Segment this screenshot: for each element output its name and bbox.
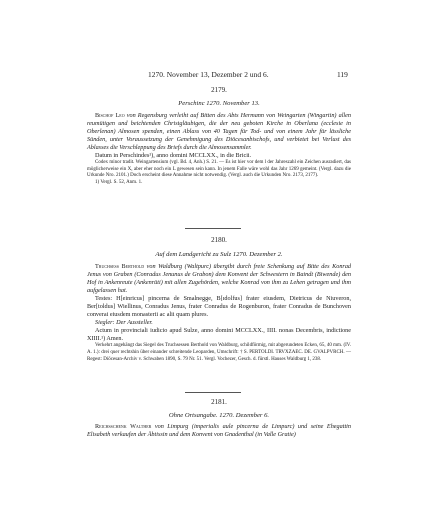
page-number: 119 — [337, 70, 348, 79]
entry-number: 2181. — [211, 398, 227, 406]
abstract-lead: Reichsschenk Walther — [95, 423, 152, 430]
running-header — [0, 70, 427, 80]
entry-subtitle: Auf dem Landgericht zu Sulz 1270. Dezember 2. — [155, 251, 283, 258]
entry-abstract — [87, 263, 351, 295]
entry-abstract — [87, 112, 351, 152]
testes-paragraph: Testes: H[einricus] pincerna de Smalnegge, B[ıdolfus] frater eiusdem, Dietricus de Niuveron, Ber[toldus] Wiellinus, Conradus Jenus, frater Conradus de Rogenburon, frater Conradus de Bunchoven converai eiusdem monasterii ac alii quam plures. — [87, 295, 351, 319]
section-divider — [185, 392, 241, 393]
abstract-text: von Limpurg (imperialis aule pincerna de Limpurc) und seine Ehegattin Elisabeth verkaufen der Äbtissin und dem Konvent von Gnadenthal (in Valle Gratie) — [87, 423, 351, 439]
abstract-lead: Truchsess Berthold — [95, 263, 145, 270]
entry-2181 — [87, 398, 351, 439]
entry-number: 2180. — [211, 236, 227, 244]
running-title: 1270. November 13, Dezember 2 und 6. — [148, 70, 269, 79]
siegler-line: Siegler: Der Aussteller. — [95, 319, 153, 327]
actum-paragraph: Actum in provinciali iudicio apud Sulze, anno domini MCCLXX., IIII. nonas Decembris, indictione XIIII.¹) Amen. — [87, 327, 351, 343]
entry-subtitle: Perschinc 1270. November 13. — [178, 100, 260, 107]
section-divider — [185, 228, 241, 229]
footnote-seal: Verkehrt angehängt das Siegel des Truchsessen Berthold von Waldburg, schildförmig, mit abgerundeten Ecken, 65, 40 mm. (IV. A. 1.): drei quer rechtshin über einander schreitende Leoparden, Umschrift: † S. PERTOLDI. TRVXZAEC. DE. GVALPVRCH. — Regest: Diöcesan-Archiv v. Schwaben 1890, S. 79 Nr. 51. Vergl. Vochezer, Gesch. d. fürstl. Hauses Waldburg 1, 238. — [87, 343, 351, 362]
abstract-text: von Waldburg (Waltpurc) übergibt durch freie Schenkung auf Bitte des Konrad Jenus von Graben (Conradus Jenunus de Grabon) dem Konvent der Schwestern in Baindt (Biwende) den Hof in Ankenreute (Ankenrüti) mit allen Zugehörden, welche Konrad von ihm zu Lehen getragen und ihm aufgelassen hat. — [87, 263, 352, 295]
entry-2179 — [87, 86, 351, 187]
entry-subtitle: Ohne Ortsangabe. 1270. Dezember 6. — [168, 412, 270, 419]
abstract-lead: Bischof Leo — [95, 112, 125, 119]
datum-line: Datum in Perschindes¹), anno domini MCCLXX., in die Bricii. — [95, 152, 252, 160]
abstract-text: von Regensburg verleiht auf Bitten des Abts Hermann von Weingarten (Wingartin) allen reumütigen und beichtenden Christgläubigen, die der neu geboten Kirche in Oberlana (ecclesie in Oberlenan) Almosen spenden, einen Ablass von 40 Tagen für Tod- und von einem Jahr für lässliche Sünden, unter Voraussetzung der Genehmigung des Diöcesanbischofs, und verbietet bei Verlust des Ablasses die Verschleppung des Briefs durch die Almosensammler. — [87, 112, 351, 152]
entry-number: 2179. — [211, 86, 227, 94]
footnote-1: 1) Vergl. S. 52, Anm. 1. — [95, 180, 143, 186]
entry-abstract — [87, 423, 351, 439]
entry-2180 — [87, 236, 351, 363]
footnote-source: Codex minor tradit. Weingartensium (vgl. Bd. 4, Anh.) S. 21. — Es ist hier vor dem l der Jahreszahl ein Zeichen ausradiert, das möglicherweise ein X, aber eher noch ein L gewesen sein kann. In jenem Falle wäre wohl das Jahr 1269 gemeint. (Vergl. dazu die Urkunde Nro. 2101.) Doch erscheint diese Annahme nicht notwendig. (Vergl. auch die Urkunden Nro. 2173, 2177). — [87, 160, 351, 179]
